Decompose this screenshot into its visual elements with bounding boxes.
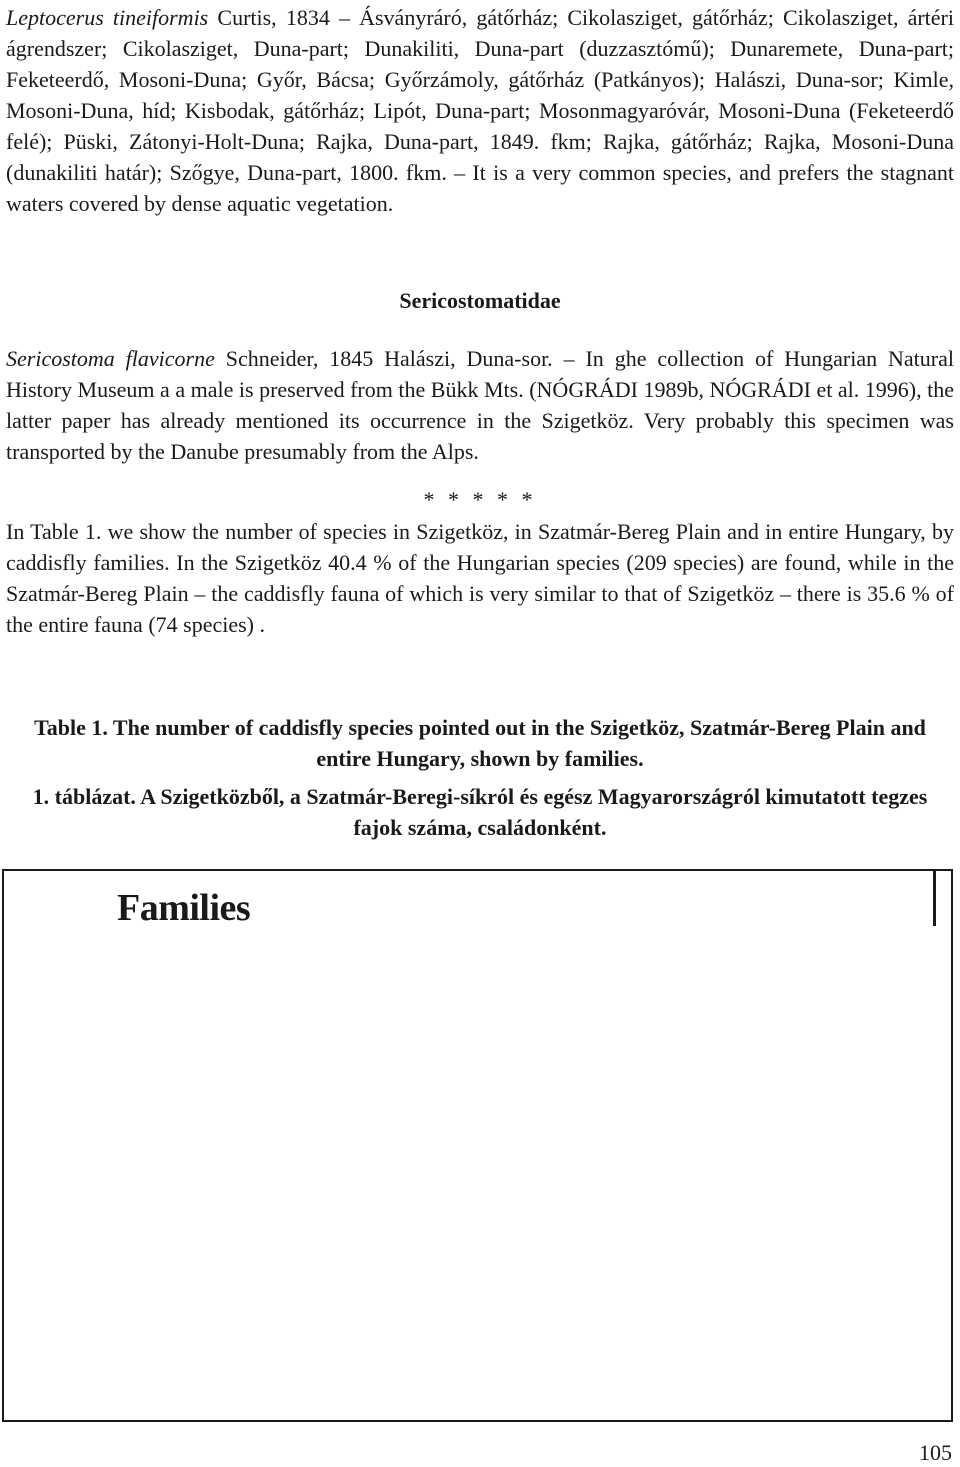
paragraph-text: Curtis, 1834 – Ásványráró, gátőrház; Cikolasziget, gátőrház; Cikolasziget, ártéri ágrendszer; Cikolasziget, Duna-part; Dunakiliti, Duna-part (duzzasztómű); Dunaremete, Duna-part; Feketeerdő, Mosoni-Duna; Győr, Bácsa; Győrzámoly, gátőrház (Patkányos); Halászi, Duna-sor; Kimle, Mosoni-Duna, híd; Kisbodak, gátőrház; Lipót, Duna-part; Mosonmagyaróvár, Mosoni-Duna (Feketeerdő felé); Püski, Zátonyi-Holt-Duna; Rajka, Duna-part, 1849. fkm; Rajka, gátőrház; Rajka, Mosoni-Duna (dunakiliti határ); Szőgye, Duna-part, 1800. fkm. – It is a very common species, and prefers the stagnant waters covered by dense aquatic vegetation.	[6, 5, 954, 216]
table-caption-hungarian: 1. táblázat. A Szigetközből, a Szatmár-Beregi-síkról és egész Magyarországról kimutatott tegzes fajok száma, családonként.	[32, 784, 928, 840]
species-name: Leptocerus tineiformis	[6, 5, 209, 30]
table-header-families: Families	[117, 887, 251, 929]
page-number: 105	[919, 1440, 952, 1465]
family-heading: Sericostomatidae	[399, 288, 561, 313]
summary-paragraph: In Table 1. we show the number of species in Szigetköz, in Szatmár-Bereg Plain and in entire Hungary, by caddisfly families. In the Szigetköz 40.4 % of the Hungarian species (209 species) are found, while in the Szatmár-Bereg Plain – the caddisfly fauna of which is very similar to that of Szigetköz – there is 35.6 % of the entire fauna (74 species) .	[6, 519, 954, 637]
species-name: Sericostoma flavicorne	[6, 346, 215, 371]
table-column-divider	[933, 871, 936, 926]
families-table	[2, 869, 953, 1422]
paragraph-text: Schneider, 1845 Halászi, Duna-sor. – In ghe collection of Hungarian Natural History Museum a a male is preserved from the Bükk Mts. (NÓGRÁDI 1989b, NÓGRÁDI et al. 1996), the latter paper has already mentioned its occurrence in the Szigetköz. Very probably this specimen was transported by the Danube presumably from the Alps.	[6, 346, 954, 464]
table-caption-english: Table 1. The number of caddisfly species pointed out in the Szigetköz, Szatmár-Bereg Plain and entire Hungary, shown by families.	[34, 715, 926, 771]
species-paragraph-sericostoma	[6, 343, 954, 467]
section-separator: * * * * *	[423, 487, 537, 512]
species-paragraph-leptocerus	[6, 2, 954, 219]
